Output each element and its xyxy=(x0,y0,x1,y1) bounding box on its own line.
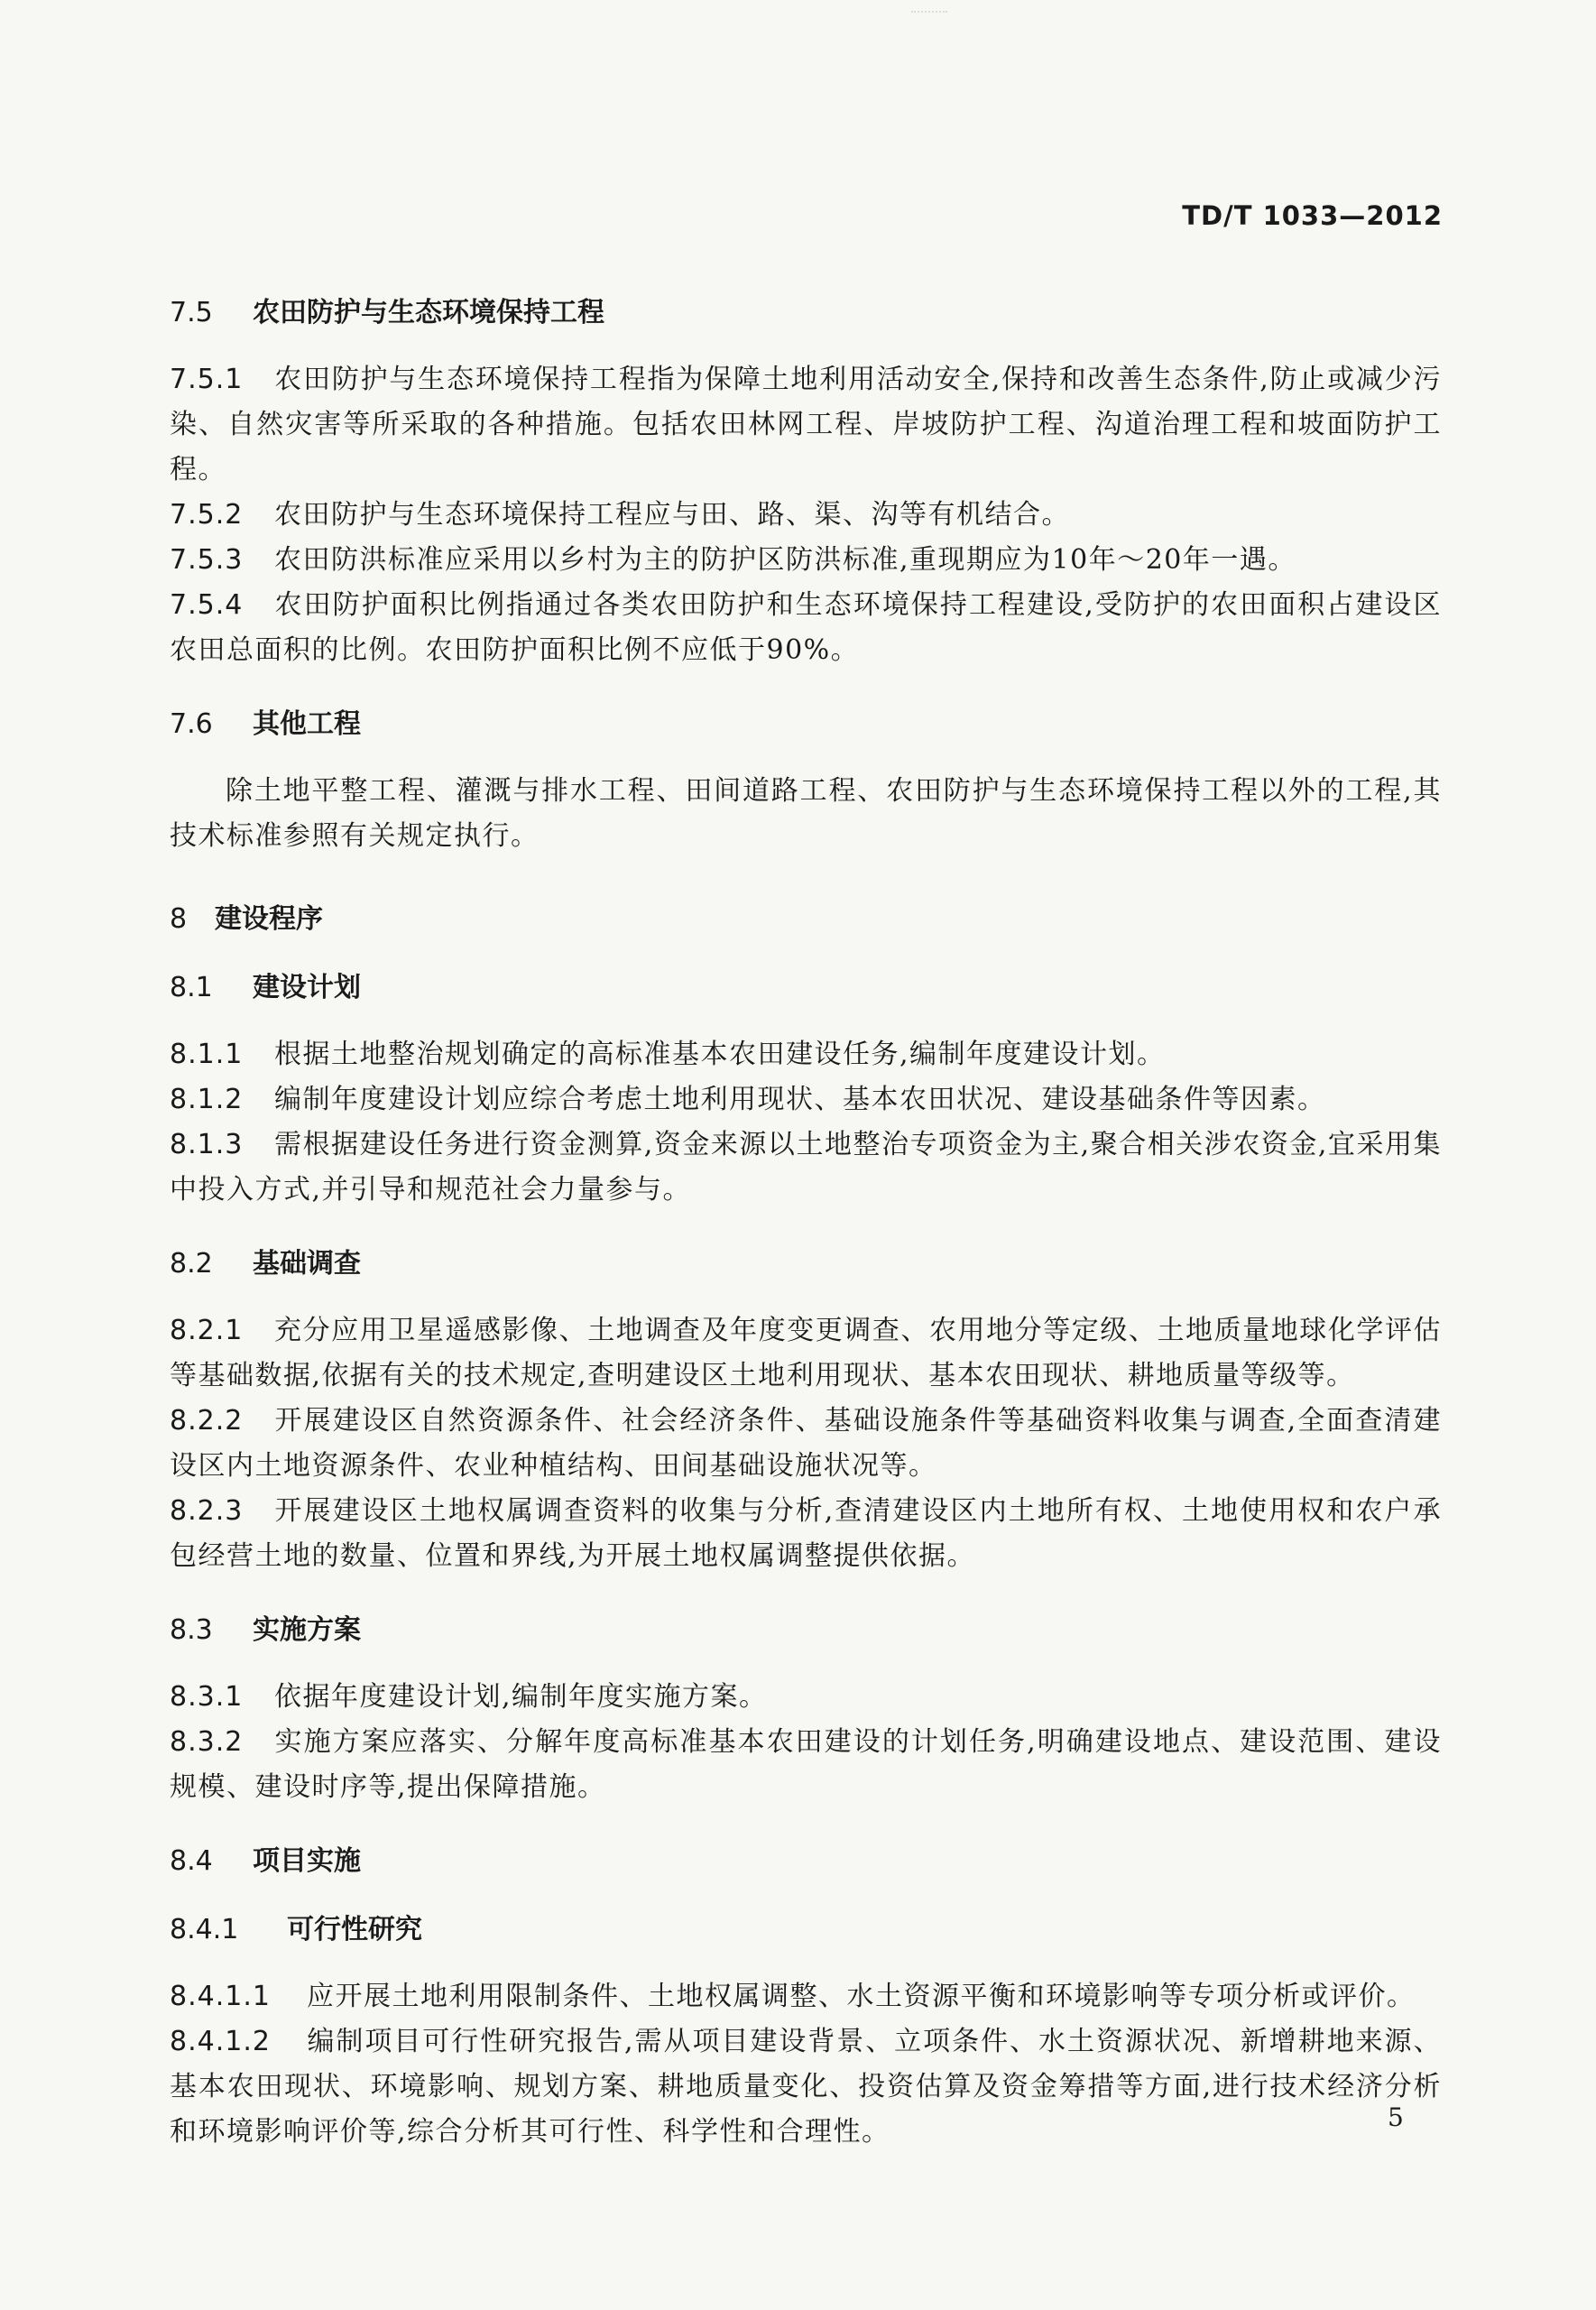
clause-text: 开展建设区自然资源条件、社会经济条件、基础设施条件等基础资料收集与调查,全面查清建设区内土地资源条件、农业种植结构、田间基础设施状况等。 xyxy=(170,1405,1442,1482)
clause-number: 8.2.1 xyxy=(170,1315,244,1346)
section-title: 其他工程 xyxy=(253,708,361,740)
section-title: 建设计划 xyxy=(253,972,361,1003)
clause xyxy=(170,538,1442,583)
section-title: 实施方案 xyxy=(253,1614,361,1646)
section-heading xyxy=(170,289,1442,337)
clause xyxy=(170,1720,1442,1810)
document-body xyxy=(170,289,1442,2155)
section-title: 项目实施 xyxy=(253,1845,361,1877)
subsection-title: 可行性研究 xyxy=(287,1914,422,1945)
scan-artifact xyxy=(911,11,947,25)
clause-text: 充分应用卫星遥感影像、土地调查及年度变更调查、农用地分等定级、土地质量地球化学评估等基础数据,依据有关的技术规定,查明建设区土地利用现状、基本农田现状、耕地质量等级等。 xyxy=(170,1315,1442,1391)
clause-text: 根据土地整治规划确定的高标准基本农田建设任务,编制年度建设计划。 xyxy=(274,1039,1166,1070)
clause xyxy=(170,1489,1442,1579)
clause xyxy=(170,1123,1442,1213)
clause-number: 7.5.2 xyxy=(170,499,244,531)
section-number: 8.3 xyxy=(170,1614,213,1646)
section-heading xyxy=(170,700,1442,749)
section-number: 7.5 xyxy=(170,297,213,328)
clause xyxy=(170,1308,1442,1399)
clause-text: 实施方案应落实、分解年度高标准基本农田建设的计划任务,明确建设地点、建设范围、建设规模、建设时序等,提出保障措施。 xyxy=(170,1726,1442,1803)
section-title: 农田防护与生态环境保持工程 xyxy=(253,297,604,328)
standard-code: TD/T 1033—2012 xyxy=(1182,200,1443,231)
clause xyxy=(170,1032,1442,1077)
clause-number: 8.4.1.1 xyxy=(170,1981,271,2012)
clause-number: 8.1.3 xyxy=(170,1129,244,1160)
clause-text: 农田防洪标准应采用以乡村为主的防护区防洪标准,重现期应为10年～20年一遇。 xyxy=(274,544,1296,576)
section-title: 基础调查 xyxy=(253,1248,361,1280)
clause-text: 依据年度建设计划,编制年度实施方案。 xyxy=(274,1681,768,1713)
clause-text: 编制年度建设计划应综合考虑土地利用现状、基本农田状况、建设基础条件等因素。 xyxy=(274,1084,1326,1115)
clause xyxy=(170,493,1442,538)
chapter-number: 8 xyxy=(170,903,188,935)
chapter-title: 建设程序 xyxy=(215,903,323,935)
clause-number: 7.5.1 xyxy=(170,364,244,395)
clause-number: 8.1.1 xyxy=(170,1039,244,1070)
section-number: 7.6 xyxy=(170,708,213,740)
paragraph: 除土地平整工程、灌溉与排水工程、田间道路工程、农田防护与生态环境保持工程以外的工程,其技术标准参照有关规定执行。 xyxy=(170,775,1442,852)
clause-number: 8.2.2 xyxy=(170,1405,244,1437)
clause-number: 8.2.3 xyxy=(170,1495,244,1527)
clause xyxy=(170,1399,1442,1489)
clause-text: 应开展土地利用限制条件、土地权属调整、水土资源平衡和环境影响等专项分析或评价。 xyxy=(307,1981,1416,2012)
clause xyxy=(170,1974,1442,2019)
clause-number: 7.5.3 xyxy=(170,544,244,576)
section-number: 8.4 xyxy=(170,1845,213,1877)
clause-number: 7.5.4 xyxy=(170,589,244,621)
clause-text: 需根据建设任务进行资金测算,资金来源以土地整治专项资金为主,聚合相关涉农资金,宜采用集中投入方式,并引导和规范社会力量参与。 xyxy=(170,1129,1442,1206)
clause-number: 8.3.2 xyxy=(170,1726,244,1758)
section-heading xyxy=(170,964,1442,1012)
clause-text: 农田防护面积比例指通过各类农田防护和生态环境保持工程建设,受防护的农田面积占建设区农田总面积的比例。农田防护面积比例不应低于90%。 xyxy=(170,589,1442,666)
chapter-heading xyxy=(170,895,1442,944)
clause-text: 农田防护与生态环境保持工程应与田、路、渠、沟等有机结合。 xyxy=(274,499,1070,531)
section-heading xyxy=(170,1606,1442,1655)
subsection-number: 8.4.1 xyxy=(170,1914,239,1945)
clause-text: 编制项目可行性研究报告,需从项目建设背景、立项条件、水土资源状况、新增耕地来源、基本农田现状、环境影响、规划方案、耕地质量变化、投资估算及资金筹措等方面,进行技术经济分析和环境影响评价等,综合分析其可行性、科学性和合理性。 xyxy=(170,2026,1442,2148)
clause-number: 8.1.2 xyxy=(170,1084,244,1115)
clause-text: 农田防护与生态环境保持工程指为保障土地利用活动安全,保持和改善生态条件,防止或减少污染、自然灾害等所采取的各种措施。包括农田林网工程、岸坡防护工程、沟道治理工程和坡面防护工程。 xyxy=(170,364,1442,485)
clause-text: 开展建设区土地权属调查资料的收集与分析,查清建设区内土地所有权、土地使用权和农户承包经营土地的数量、位置和界线,为开展土地权属调整提供依据。 xyxy=(170,1495,1442,1572)
clause-number: 8.4.1.2 xyxy=(170,2026,271,2057)
clause-number: 8.3.1 xyxy=(170,1681,244,1713)
page-number: 5 xyxy=(1388,2102,1404,2132)
section-heading xyxy=(170,1240,1442,1289)
section-heading xyxy=(170,1837,1442,1886)
clause xyxy=(170,583,1442,673)
clause xyxy=(170,1675,1442,1720)
section-number: 8.2 xyxy=(170,1248,213,1280)
clause xyxy=(170,2019,1442,2155)
clause xyxy=(170,1077,1442,1123)
clause xyxy=(170,357,1442,493)
subsection-heading xyxy=(170,1906,1442,1954)
section-number: 8.1 xyxy=(170,972,213,1003)
